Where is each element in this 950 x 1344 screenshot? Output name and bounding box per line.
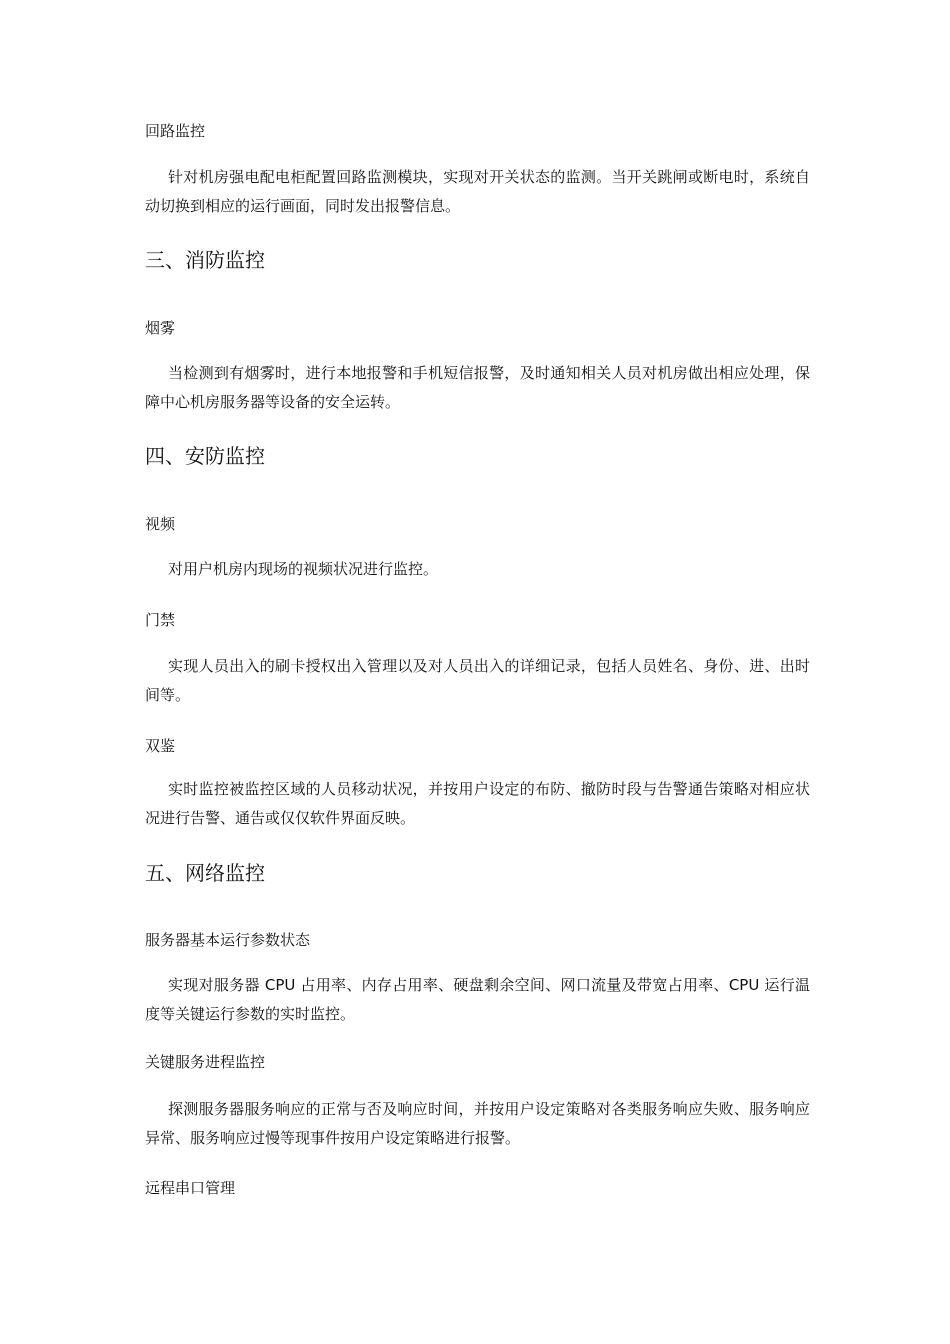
subheading-server-params: 服务器基本运行参数状态 (145, 931, 311, 949)
subheading-dual-detector: 双鉴 (145, 737, 176, 755)
paragraph-process-monitoring: 探测服务器服务响应的正常与否及响应时间，并按用户设定策略对各类服务响应失败、服务响应异常、服务响应过慢等现事件按用户设定策略进行报警。 (145, 1100, 810, 1147)
heading-fire-monitoring: 三、消防监控 (145, 248, 265, 272)
heading-network-monitoring: 五、网络监控 (145, 861, 265, 885)
paragraph-circuit-monitoring: 针对机房强电配电柜配置回路监测模块，实现对开关状态的监测。当开关跳闸或断电时，系统自动切换到相应的运行画面，同时发出报警信息。 (145, 168, 810, 215)
subheading-circuit-monitoring: 回路监控 (145, 122, 206, 140)
heading-security-monitoring: 四、安防监控 (145, 444, 265, 468)
subheading-video: 视频 (145, 515, 176, 533)
paragraph-smoke: 当检测到有烟雾时，进行本地报警和手机短信报警，及时通知相关人员对机房做出相应处理，保障中心机房服务器等设备的安全运转。 (145, 364, 810, 411)
paragraph-server-params: 实现对服务器 CPU 占用率、内存占用率、硬盘剩余空间、网口流量及带宽占用率、CPU 运行温度等关键运行参数的实时监控。 (145, 976, 810, 1023)
paragraph-video: 对用户机房内现场的视频状况进行监控。 (168, 560, 439, 578)
subheading-access-control: 门禁 (145, 611, 176, 629)
paragraph-dual-detector: 实时监控被监控区域的人员移动状况，并按用户设定的布防、撤防时段与告警通告策略对相应状况进行告警、通告或仅仅软件界面反映。 (145, 780, 810, 827)
paragraph-access-control: 实现人员出入的刷卡授权出入管理以及对人员出入的详细记录，包括人员姓名、身份、进、出时间等。 (145, 657, 810, 704)
subheading-process-monitoring: 关键服务进程监控 (145, 1053, 266, 1071)
subheading-remote-serial: 远程串口管理 (145, 1179, 236, 1197)
subheading-smoke: 烟雾 (145, 319, 176, 337)
